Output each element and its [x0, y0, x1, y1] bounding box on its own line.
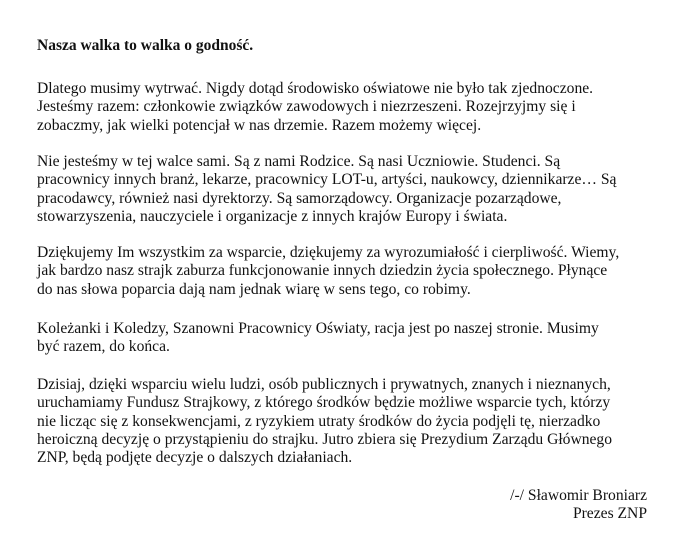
- paragraph-4: [37, 320, 657, 357]
- paragraph-line: pracodawcy, również nasi dyrektorzy. Są samorządowcy. Organizacje pozarządowe,: [37, 189, 562, 207]
- paragraph-line: jak bardzo nasz strajk zaburza funkcjonowanie innych dziedzin życia społecznego. Płynące: [37, 262, 608, 280]
- signature-block: [510, 487, 647, 524]
- signature-role: Prezes ZNP: [572, 505, 647, 523]
- paragraph-line: uruchamiamy Fundusz Strajkowy, z którego środków będzie możliwe wsparcie tych, którzy: [37, 394, 611, 412]
- paragraph-line: heroiczną decyzję o przystąpieniu do strajku. Jutro zbiera się Prezydium Zarządu Głównego: [37, 430, 613, 448]
- document-title: Nasza walka to walka o godność.: [37, 37, 254, 54]
- paragraph-line: Jesteśmy razem: członkowie związków zawodowych i niezrzeszeni. Rozejrzyjmy się i: [37, 98, 576, 116]
- paragraph-line: pracownicy innych branż, lekarze, pracownicy LOT-u, artyści, naukowcy, dziennikarze… Są: [37, 171, 617, 189]
- paragraph-2: [37, 153, 657, 226]
- paragraph-line: Koleżanki i Koledzy, Szanowni Pracownicy Oświaty, racja jest po naszej stronie. Musimy: [37, 320, 599, 337]
- paragraph-5: [37, 376, 657, 467]
- paragraph-1: [37, 80, 657, 135]
- paragraph-line: ZNP, będą podjęte decyzje o dalszych działaniach.: [37, 449, 353, 467]
- paragraph-line: Dzisiaj, dzięki wsparciu wielu ludzi, osób publicznych i prywatnych, znanych i nieznanych,: [37, 376, 611, 393]
- paragraph-line: zobaczmy, jak wielki potencjał w nas drzemie. Razem możemy więcej.: [37, 116, 482, 134]
- paragraph-line: nie licząc się z konsekwencjami, z ryzykiem utraty środków do życia podjęli tę, nierzadko: [37, 412, 601, 430]
- paragraph-line: do nas słowa poparcia dają nam jednak wiarę w sens tego, co robimy.: [37, 280, 471, 298]
- paragraph-line: Dziękujemy Im wszystkim za wsparcie, dziękujemy za wyrozumiałość i cierpliwość. Wiemy,: [37, 244, 620, 261]
- paragraph-line: Nie jesteśmy w tej walce sami. Są z nami Rodzice. Są nasi Uczniowie. Studenci. Są: [37, 153, 561, 170]
- paragraph-line: Dlatego musimy wytrwać. Nigdy dotąd środowisko oświatowe nie było tak zjednoczone.: [37, 80, 594, 97]
- signature-name: /-/ Sławomir Broniarz: [510, 487, 647, 504]
- paragraph-line: stowarzyszenia, nauczyciele i organizacje z innych krajów Europy i świata.: [37, 207, 508, 225]
- paragraph-3: [37, 244, 657, 299]
- paragraph-line: być razem, do końca.: [37, 338, 170, 356]
